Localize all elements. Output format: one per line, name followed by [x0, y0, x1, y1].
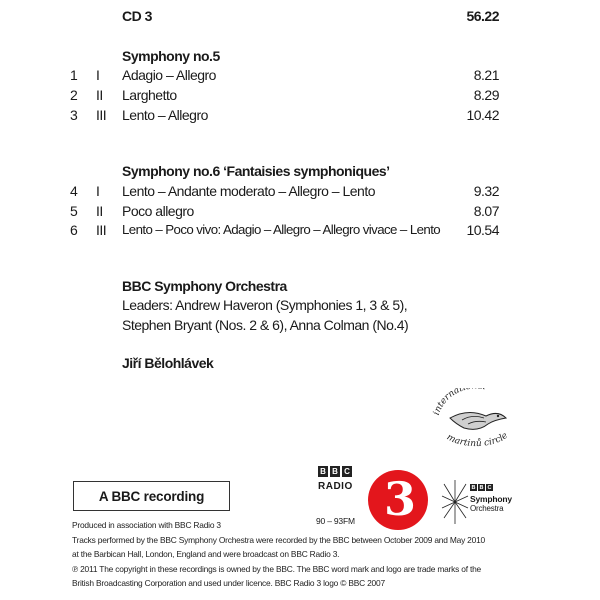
movement-number: II [96, 203, 103, 219]
martinu-circle-emblem [428, 388, 524, 454]
bbc-so-symphony: Symphony [470, 494, 512, 504]
movement-number: I [96, 183, 100, 199]
svg-text:martinů circle [445, 431, 510, 449]
footer-tracks: Tracks performed by the BBC Symphony Orchestra were recorded by the BBC between October 2009 and May 2010 [72, 535, 486, 545]
footer-copyright: ℗ 2011 The copyright in these recordings is owned by the BBC. The BBC word mark and logo are trade marks of the [72, 564, 481, 574]
conductor-name: Jiří Bělohlávek [122, 355, 214, 371]
footer-produced: Produced in association with BBC Radio 3 [72, 520, 221, 530]
track-time: 9.32 [473, 183, 499, 199]
radio3-frequency: 90 – 93FM [316, 516, 355, 526]
track-number: 2 [70, 87, 78, 103]
track-number: 1 [70, 67, 78, 83]
symphony6-title: Symphony no.6 ‘Fantaisies symphoniques’ [122, 163, 390, 179]
bbc-so-orchestra: Orchestra [470, 504, 504, 513]
bbc-so-block-b: B [471, 484, 476, 491]
movement-number: III [96, 107, 107, 123]
radio-word: RADIO [318, 481, 353, 492]
track-number: 5 [70, 203, 78, 219]
track-title: Lento – Poco vivo: Adagio – Allegro – Allegro vivace – Lento [122, 222, 441, 237]
bbc-recording-label [73, 481, 230, 511]
radio3-numeral: 3 [384, 472, 417, 526]
cd-total-time: 56.22 [466, 8, 499, 24]
bbc-recording-text: A BBC recording [98, 488, 205, 504]
track-number: 3 [70, 107, 78, 123]
bbc-blocks [318, 466, 352, 477]
track-title: Adagio – Allegro [122, 67, 216, 83]
bbc-so-logo [440, 478, 510, 526]
track-time: 8.07 [473, 203, 499, 219]
movement-number: I [96, 67, 100, 83]
track-time: 10.42 [466, 107, 499, 123]
martinu-circle-logo [428, 388, 524, 454]
track-time: 10.54 [466, 222, 499, 238]
track-number: 6 [70, 222, 78, 238]
svg-text:international [432, 388, 487, 417]
bbc-radio3-logo [316, 466, 372, 522]
movement-number: II [96, 87, 103, 103]
bbc-so-block-b2: B [479, 484, 484, 491]
bbc-so-block-c: C [487, 484, 492, 491]
track-title: Lento – Allegro [122, 107, 208, 123]
track-number: 4 [70, 183, 78, 199]
bbc-so-blocks [470, 484, 493, 491]
track-title: Larghetto [122, 87, 177, 103]
bbc-block-b2: B [330, 466, 340, 477]
footer-trademark: British Broadcasting Corporation and used under licence. BBC Radio 3 logo © BBC 2007 [72, 578, 385, 588]
track-title: Lento – Andante moderato – Allegro – Lento [122, 183, 375, 199]
leaders-line-1: Leaders: Andrew Haveron (Symphonies 1, 3 & 5), [122, 297, 408, 313]
bbc-block-b: B [318, 466, 328, 477]
movement-number: III [96, 222, 107, 238]
track-time: 8.21 [473, 67, 499, 83]
leaders-line-2: Stephen Bryant (Nos. 2 & 6), Anna Colman (No.4) [122, 317, 409, 333]
radio3-red-circle [368, 470, 428, 530]
bbc-block-c: C [342, 466, 352, 477]
orchestra-name: BBC Symphony Orchestra [122, 278, 287, 294]
track-title: Poco allegro [122, 203, 194, 219]
martinu-logo-top-text: internat [431, 388, 465, 417]
starburst-icon [440, 478, 470, 526]
martinu-logo-bottom-text: martinů circle [444, 430, 510, 450]
track-time: 8.29 [473, 87, 499, 103]
symphony5-title: Symphony no.5 [122, 48, 220, 64]
cd-label: CD 3 [122, 8, 152, 24]
footer-venue: at the Barbican Hall, London, England and were broadcast on BBC Radio 3. [72, 549, 340, 559]
